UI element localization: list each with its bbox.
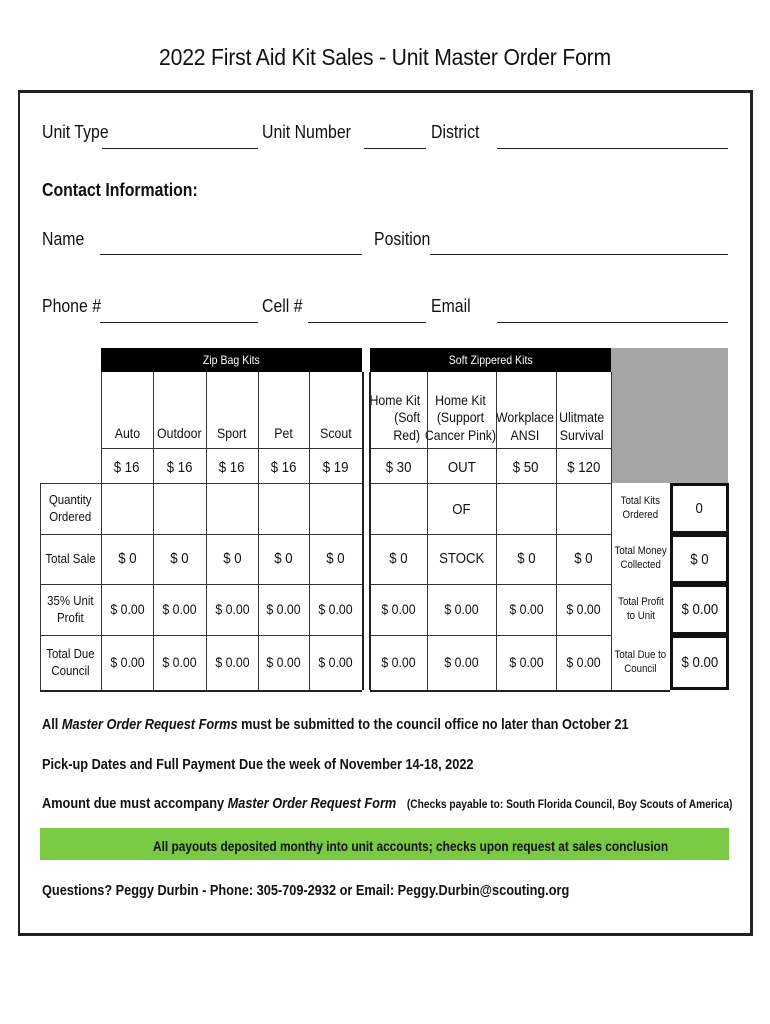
district-field[interactable] [497, 148, 728, 149]
grid-line [427, 372, 428, 690]
unit-number-field[interactable] [364, 148, 426, 149]
zip-product-name: Scout [319, 425, 352, 442]
total-profit-value: $ 0.00 [670, 584, 729, 635]
total-due-value: $ 0.00 [214, 653, 250, 670]
unit-number-label: Unit Number [262, 122, 351, 142]
zip-product-price: $ 16 [114, 458, 140, 476]
total-due-value: $ 0.00 [508, 653, 544, 670]
grid-line [370, 690, 670, 692]
zip-bag-header: Zip Bag Kits [101, 348, 362, 372]
zip-product-name: Auto [114, 425, 140, 442]
grid-line [40, 635, 362, 636]
soft-product-name: Ulitmate Survival [559, 409, 605, 443]
grid-line [611, 372, 612, 690]
total-due-value: $ 0.00 [318, 653, 353, 670]
gray-header-block [611, 348, 728, 483]
grid-line [40, 690, 362, 692]
email-label: Email [431, 296, 471, 316]
total-sale-value: $ 0 [389, 549, 408, 567]
page-title: 2022 First Aid Kit Sales - Unit Master Order Form [159, 44, 611, 70]
grid-line [370, 635, 611, 636]
total-money-label: Total Money Collected [614, 545, 667, 571]
grid-line [101, 483, 362, 484]
total-due-value: $ 0.00 [109, 653, 145, 670]
name-field[interactable] [100, 254, 362, 255]
quantity-input[interactable] [101, 483, 153, 534]
payout-banner-text: All payouts deposited monthy into unit accounts; checks upon request at sales conclusion [153, 838, 669, 854]
unit-type-field[interactable] [102, 148, 258, 149]
total-due-value: $ 0.00 [381, 653, 416, 670]
total-sale-value: $ 0 [574, 549, 593, 567]
quantity-input[interactable] [370, 483, 427, 534]
grid-line [370, 584, 611, 585]
zip-product-name: Outdoor [157, 425, 202, 442]
total-due-value: $ 0.00 [266, 653, 301, 670]
unit-profit-value: $ 0.00 [162, 600, 197, 617]
unit-profit-value: $ 0.00 [508, 600, 544, 617]
out-of-stock-label: STOCK [438, 549, 485, 567]
total-sale-value: $ 0 [170, 549, 189, 567]
soft-product-name: Home Kit (Soft Red) [369, 391, 421, 443]
quantity-input[interactable] [556, 483, 611, 534]
payment-note: Amount due must accompany Master Order Request Form (Checks payable to: South Florida Council, Boy Scouts of America) [42, 795, 733, 812]
zip-product-name: Pet [274, 425, 293, 442]
unit-profit-value: $ 0.00 [266, 600, 301, 617]
position-label: Position [374, 229, 431, 249]
unit-profit-label: 35% Unit Profit [47, 593, 94, 625]
grid-line [206, 372, 207, 690]
total-due-label: Total Due to Council [614, 648, 667, 675]
total-sale-value: $ 0 [222, 549, 242, 567]
soft-product-price: OUT [447, 458, 476, 476]
phone-label: Phone # [42, 296, 102, 316]
quantity-input[interactable] [206, 483, 258, 534]
grid-line [496, 372, 497, 690]
soft-kits-header: Soft Zippered Kits [370, 348, 611, 372]
quantity-input[interactable] [258, 483, 309, 534]
name-label: Name [42, 229, 85, 249]
grid-line [370, 534, 611, 535]
unit-profit-value: $ 0.00 [318, 600, 353, 617]
total-sale-value: $ 0 [326, 549, 345, 567]
total-sale-value: $ 0 [117, 549, 137, 567]
grid-line [40, 483, 101, 484]
unit-profit-value: $ 0.00 [214, 600, 250, 617]
unit-profit-value: $ 0.00 [381, 600, 416, 617]
grid-line [40, 534, 362, 535]
cell-label: Cell # [262, 296, 303, 316]
cell-field[interactable] [308, 322, 426, 323]
soft-product-price: $ 30 [385, 458, 412, 476]
grid-line [101, 372, 102, 690]
quantity-input[interactable] [496, 483, 556, 534]
soft-product-price: $ 120 [566, 458, 601, 476]
unit-profit-value: $ 0.00 [566, 600, 601, 617]
total-money-value: $ 0 [670, 534, 729, 584]
total-due-label: Total Due Council [46, 646, 95, 678]
grid-line [556, 372, 557, 690]
unit-profit-value: $ 0.00 [444, 600, 479, 617]
total-sale-value: $ 0 [516, 549, 536, 567]
total-sale-value: $ 0 [274, 549, 293, 567]
quantity-input[interactable] [153, 483, 206, 534]
email-field[interactable] [497, 322, 728, 323]
grid-line [369, 372, 371, 690]
zip-product-name: Sport [217, 425, 247, 442]
phone-field[interactable] [100, 322, 258, 323]
grid-line [370, 448, 611, 449]
grid-line [153, 372, 154, 690]
grid-line [258, 372, 259, 690]
total-due-value: $ 0.00 [670, 635, 729, 690]
contact-heading: Contact Information: [42, 180, 198, 200]
total-sale-label: Total Sale [45, 550, 96, 566]
grid-line [40, 483, 41, 690]
quantity-input[interactable] [309, 483, 362, 534]
grid-line [370, 483, 611, 484]
zip-product-price: $ 16 [219, 458, 245, 476]
total-due-value: $ 0.00 [566, 653, 601, 670]
total-due-value: $ 0.00 [444, 653, 479, 670]
total-due-value: $ 0.00 [162, 653, 197, 670]
grid-line [101, 448, 362, 449]
total-kits-label: Total Kits Ordered [620, 494, 661, 521]
pickup-note: Pick-up Dates and Full Payment Due the week of November 14-18, 2022 [42, 756, 474, 773]
out-of-stock-label: OF [452, 500, 471, 518]
unit-type-label: Unit Type [42, 122, 109, 142]
total-profit-label: Total Profit to Unit [617, 595, 664, 622]
soft-product-price: $ 50 [513, 458, 539, 476]
grid-line [362, 372, 364, 690]
quantity-ordered-label: Quantity Ordered [49, 492, 92, 524]
soft-product-name: Workplace ANSI [495, 409, 554, 443]
unit-profit-value: $ 0.00 [109, 600, 145, 617]
total-kits-value: 0 [670, 483, 729, 534]
position-field[interactable] [430, 254, 728, 255]
submission-note: All Master Order Request Forms must be submitted to the council office no later than October 21 [42, 716, 629, 733]
zip-product-price: $ 16 [166, 458, 193, 476]
questions-note: Questions? Peggy Durbin - Phone: 305-709-2932 or Email: Peggy.Durbin@scouting.org [42, 882, 570, 899]
district-label: District [431, 122, 480, 142]
grid-line [309, 372, 310, 690]
zip-product-price: $ 19 [322, 458, 349, 476]
zip-product-price: $ 16 [270, 458, 297, 476]
grid-line [40, 584, 362, 585]
soft-product-name: Home Kit (Support Cancer Pink) [424, 391, 496, 443]
